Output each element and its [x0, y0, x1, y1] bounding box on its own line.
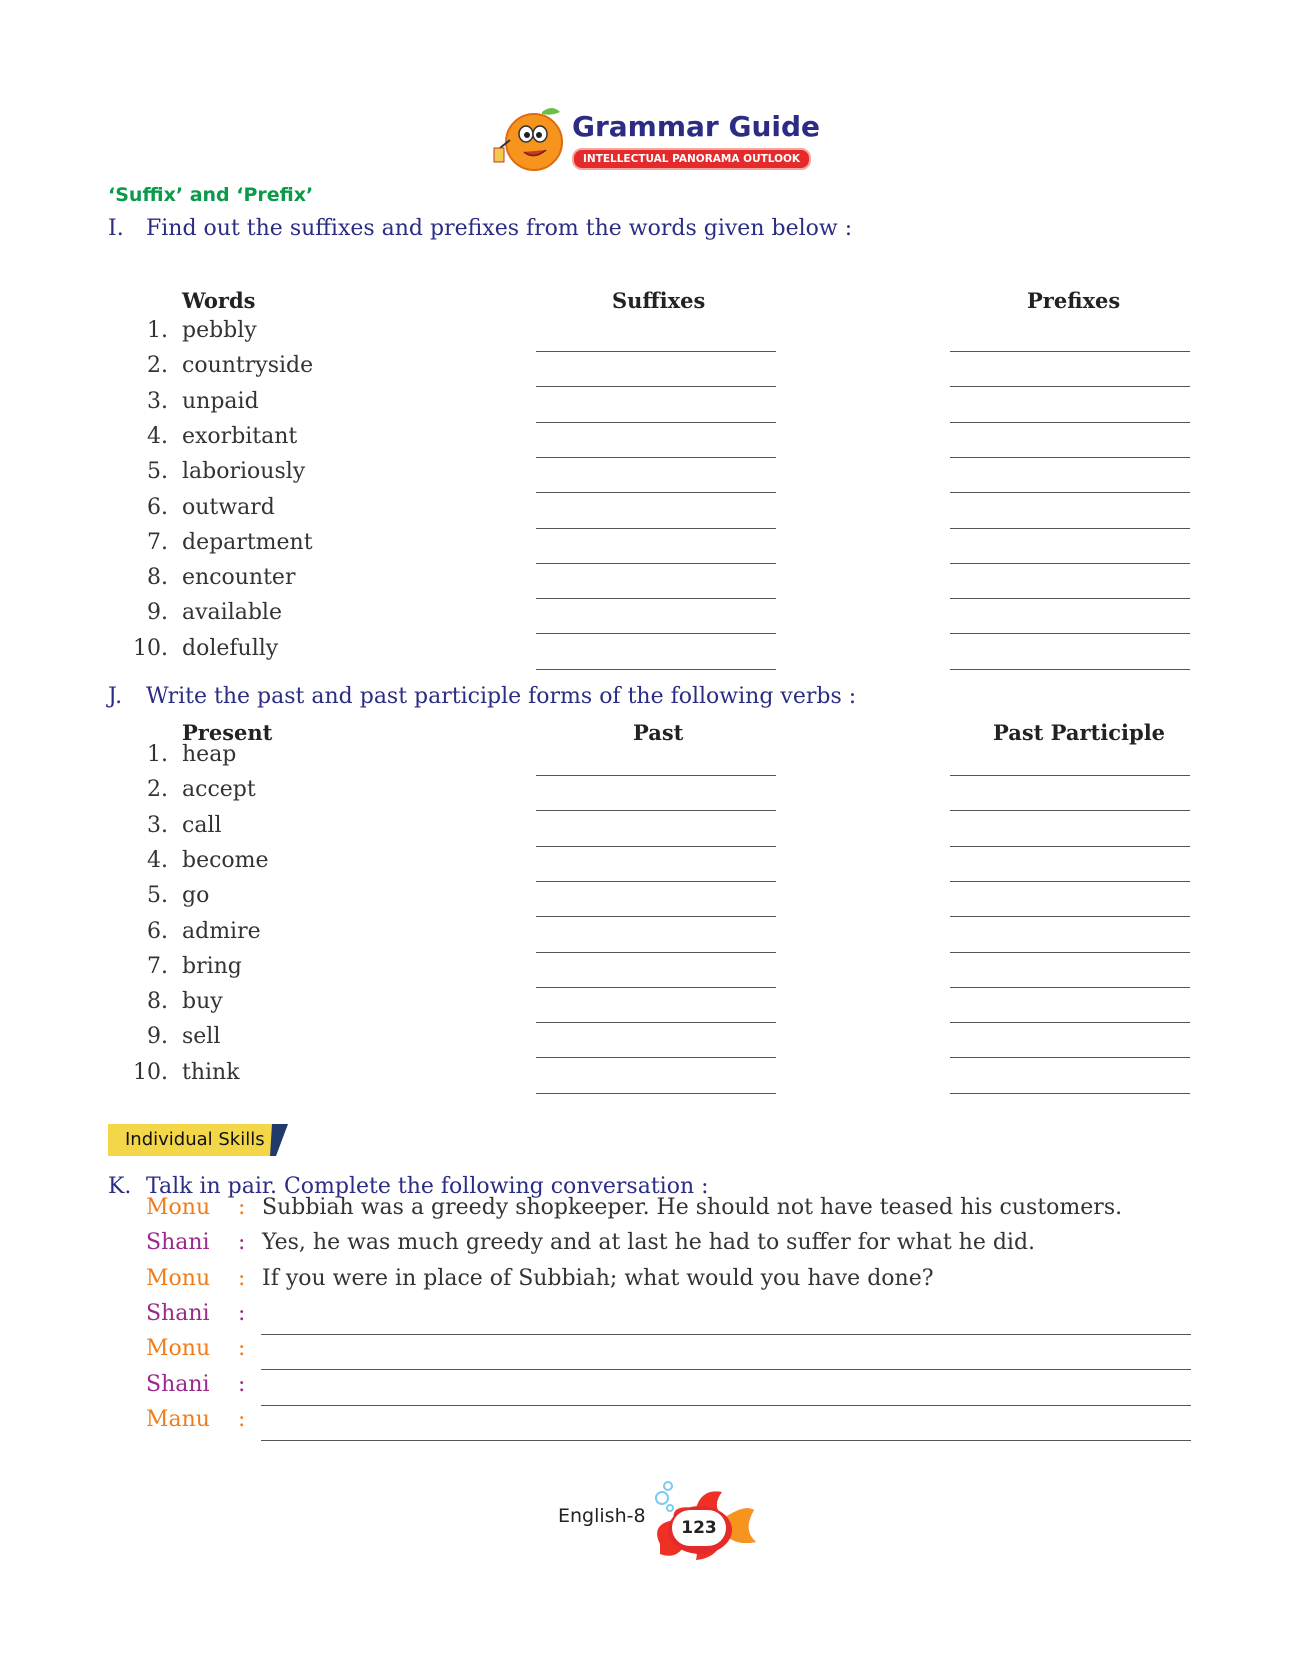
- suffix-prefix-answer-blank-7-2[interactable]: [950, 563, 1190, 564]
- verb-form-answer-blank-3-2[interactable]: [950, 846, 1190, 847]
- item-number: 2.: [147, 777, 168, 803]
- suffix-prefix-answer-blank-6-2[interactable]: [950, 528, 1190, 529]
- verb-form-answer-blank-4-2[interactable]: [950, 881, 1190, 882]
- col-prefixes-header: Prefixes: [1027, 288, 1121, 313]
- speaker-colon: :: [238, 1265, 246, 1291]
- suffix-prefix-answer-blank-9-1[interactable]: [536, 633, 776, 634]
- item-number: 5.: [147, 459, 168, 485]
- speaker-colon: :: [238, 1195, 246, 1220]
- verb-form-item-8: [130, 989, 223, 1019]
- conversation-answer-blank-4[interactable]: [261, 1334, 1191, 1335]
- item-number: 8.: [147, 989, 168, 1015]
- suffix-prefix-answer-blank-8-2[interactable]: [950, 598, 1190, 599]
- item-word: laboriously: [182, 459, 306, 485]
- suffix-prefix-item-9: [130, 600, 282, 630]
- suffix-prefix-item-1: [130, 318, 257, 348]
- suffix-prefix-answer-blank-2-1[interactable]: [536, 386, 776, 387]
- col-past-header: Past: [633, 720, 684, 745]
- speaker-colon: :: [238, 1230, 246, 1256]
- item-number: 1.: [147, 318, 168, 343]
- suffix-prefix-item-3: [130, 389, 259, 419]
- verb-form-answer-blank-2-1[interactable]: [536, 810, 776, 811]
- verb-form-answer-blank-7-2[interactable]: [950, 987, 1190, 988]
- verb-form-item-6: [130, 919, 261, 949]
- item-number: 6.: [147, 494, 168, 520]
- conversation-line-6: [146, 1372, 262, 1397]
- item-word: go: [182, 883, 210, 909]
- suffix-prefix-answer-blank-10-2[interactable]: [950, 669, 1190, 670]
- verb-form-answer-blank-10-1[interactable]: [536, 1093, 776, 1094]
- conversation-answer-blank-6[interactable]: [261, 1405, 1191, 1406]
- item-number: 9.: [147, 600, 168, 626]
- conversation-answer-blank-5[interactable]: [261, 1369, 1191, 1370]
- individual-skills-badge: Individual Skills: [108, 1124, 270, 1156]
- verb-form-answer-blank-5-2[interactable]: [950, 916, 1190, 917]
- item-number: 10.: [133, 635, 168, 661]
- orange-mascot-icon: [490, 104, 570, 176]
- suffix-prefix-answer-blank-9-2[interactable]: [950, 633, 1190, 634]
- verb-form-answer-blank-8-2[interactable]: [950, 1022, 1190, 1023]
- item-word: think: [182, 1059, 240, 1085]
- suffix-prefix-item-6: [130, 495, 275, 525]
- dialogue-text: Yes, he was much greedy and at last he had to suffer for what he did.: [262, 1230, 1036, 1256]
- speaker-colon: :: [238, 1336, 246, 1362]
- question-k-instruction: Talk in pair. Complete the following conversation :: [146, 1174, 709, 1199]
- dialogue-text: If you were in place of Subbiah; what would you have done?: [262, 1265, 934, 1291]
- suffix-prefix-answer-blank-4-1[interactable]: [536, 457, 776, 458]
- verb-form-item-5: [130, 883, 209, 913]
- item-word: dolefully: [182, 635, 279, 661]
- verb-form-answer-blank-7-1[interactable]: [536, 987, 776, 988]
- suffix-prefix-answer-blank-3-1[interactable]: [536, 422, 776, 423]
- logo-title: Grammar Guide: [572, 110, 821, 143]
- speaker-name: Shani: [146, 1371, 210, 1397]
- question-j-label: J.: [108, 684, 123, 709]
- speaker-colon: :: [238, 1406, 246, 1432]
- suffix-prefix-item-8: [130, 565, 295, 595]
- suffix-prefix-item-2: [130, 353, 313, 383]
- item-word: outward: [182, 494, 275, 520]
- speaker-name: Monu: [146, 1265, 211, 1291]
- item-number: 8.: [147, 565, 168, 591]
- item-word: countryside: [182, 353, 314, 379]
- speaker-colon: :: [238, 1371, 246, 1397]
- col-words-header: Words: [182, 288, 256, 313]
- item-number: 3.: [147, 388, 168, 414]
- item-word: heap: [182, 742, 237, 767]
- conversation-line-1: [146, 1195, 1122, 1220]
- verb-form-answer-blank-8-1[interactable]: [536, 1022, 776, 1023]
- item-word: available: [182, 600, 282, 626]
- question-i-label: I.: [108, 216, 124, 241]
- verb-form-item-10: [130, 1060, 240, 1090]
- item-word: call: [182, 812, 222, 838]
- question-i-instruction: Find out the suffixes and prefixes from the words given below :: [146, 216, 853, 241]
- item-word: accept: [182, 777, 256, 803]
- suffix-prefix-item-5: [130, 459, 305, 489]
- footer-book-label: English-8: [558, 1505, 646, 1527]
- suffix-prefix-answer-blank-7-1[interactable]: [536, 563, 776, 564]
- suffix-prefix-item-4: [130, 424, 297, 454]
- item-number: 6.: [147, 918, 168, 944]
- verb-form-answer-blank-6-2[interactable]: [950, 952, 1190, 953]
- verb-form-answer-blank-10-2[interactable]: [950, 1093, 1190, 1094]
- speaker-name: Manu: [146, 1406, 210, 1432]
- suffix-prefix-answer-blank-2-2[interactable]: [950, 386, 1190, 387]
- grammar-guide-logo: [490, 104, 820, 176]
- suffix-prefix-answer-blank-6-1[interactable]: [536, 528, 776, 529]
- item-word: become: [182, 847, 269, 873]
- conversation-line-4: [146, 1301, 262, 1326]
- verb-form-answer-blank-1-2[interactable]: [950, 775, 1190, 776]
- verb-form-item-2: [130, 777, 256, 807]
- suffix-prefix-answer-blank-1-1[interactable]: [536, 351, 776, 352]
- badge-flag-icon: [266, 1124, 290, 1156]
- item-number: 2.: [147, 353, 168, 379]
- suffix-prefix-answer-blank-10-1[interactable]: [536, 669, 776, 670]
- verb-form-answer-blank-9-2[interactable]: [950, 1057, 1190, 1058]
- item-word: department: [182, 529, 313, 555]
- col-suffixes-header: Suffixes: [612, 288, 706, 313]
- suffix-prefix-answer-blank-4-2[interactable]: [950, 457, 1190, 458]
- question-j-instruction: Write the past and past participle forms of the following verbs :: [146, 684, 857, 709]
- item-number: 5.: [147, 883, 168, 909]
- dialogue-text: Subbiah was a greedy shopkeeper. He should not have teased his customers.: [262, 1195, 1123, 1220]
- suffix-prefix-answer-blank-1-2[interactable]: [950, 351, 1190, 352]
- question-i-heading: [108, 216, 852, 241]
- item-number: 4.: [147, 423, 168, 449]
- logo-subtitle: INTELLECTUAL PANORAMA OUTLOOK: [572, 148, 811, 170]
- section-title: ‘Suffix’ and ‘Prefix’: [108, 184, 314, 206]
- conversation-line-2: [146, 1230, 1035, 1255]
- page-number: 123: [672, 1510, 726, 1546]
- speaker-name: Monu: [146, 1195, 211, 1220]
- verb-form-answer-blank-6-1[interactable]: [536, 952, 776, 953]
- speaker-colon: :: [238, 1300, 246, 1326]
- verb-form-item-1: [130, 742, 236, 772]
- col-present-header: Present: [182, 720, 273, 745]
- item-word: unpaid: [182, 388, 259, 414]
- verb-form-item-3: [130, 813, 222, 843]
- item-word: exorbitant: [182, 423, 298, 449]
- suffix-prefix-answer-blank-8-1[interactable]: [536, 598, 776, 599]
- col-past-participle-header: Past Participle: [993, 720, 1166, 745]
- speaker-name: Shani: [146, 1300, 210, 1326]
- speaker-name: Shani: [146, 1230, 210, 1256]
- suffix-prefix-answer-blank-5-2[interactable]: [950, 492, 1190, 493]
- item-number: 3.: [147, 812, 168, 838]
- suffix-prefix-answer-blank-3-2[interactable]: [950, 422, 1190, 423]
- speaker-name: Monu: [146, 1336, 211, 1362]
- item-word: buy: [182, 989, 223, 1015]
- question-k-label: K.: [108, 1174, 132, 1199]
- verb-form-answer-blank-5-1[interactable]: [536, 916, 776, 917]
- conversation-line-3: [146, 1266, 934, 1291]
- item-number: 9.: [147, 1024, 168, 1050]
- conversation-answer-blank-7[interactable]: [261, 1440, 1191, 1441]
- item-number: 4.: [147, 847, 168, 873]
- suffix-prefix-item-7: [130, 530, 313, 560]
- verb-form-answer-blank-2-2[interactable]: [950, 810, 1190, 811]
- verb-form-answer-blank-9-1[interactable]: [536, 1057, 776, 1058]
- suffix-prefix-answer-blank-5-1[interactable]: [536, 492, 776, 493]
- item-number: 7.: [147, 529, 168, 555]
- verb-form-item-4: [130, 848, 269, 878]
- item-number: 7.: [147, 953, 168, 979]
- verb-form-answer-blank-3-1[interactable]: [536, 846, 776, 847]
- question-j-heading: [108, 684, 856, 709]
- item-number: 10.: [133, 1059, 168, 1085]
- item-word: bring: [182, 953, 242, 979]
- verb-form-answer-blank-4-1[interactable]: [536, 881, 776, 882]
- suffix-prefix-item-10: [130, 636, 278, 666]
- verb-form-item-7: [130, 954, 242, 984]
- item-number: 1.: [147, 742, 168, 767]
- item-word: encounter: [182, 565, 296, 591]
- verb-form-answer-blank-1-1[interactable]: [536, 775, 776, 776]
- item-word: sell: [182, 1024, 221, 1050]
- conversation-line-5: [146, 1336, 262, 1361]
- item-word: pebbly: [182, 318, 257, 343]
- conversation-line-7: [146, 1407, 262, 1432]
- verb-form-item-9: [130, 1024, 220, 1054]
- item-word: admire: [182, 918, 261, 944]
